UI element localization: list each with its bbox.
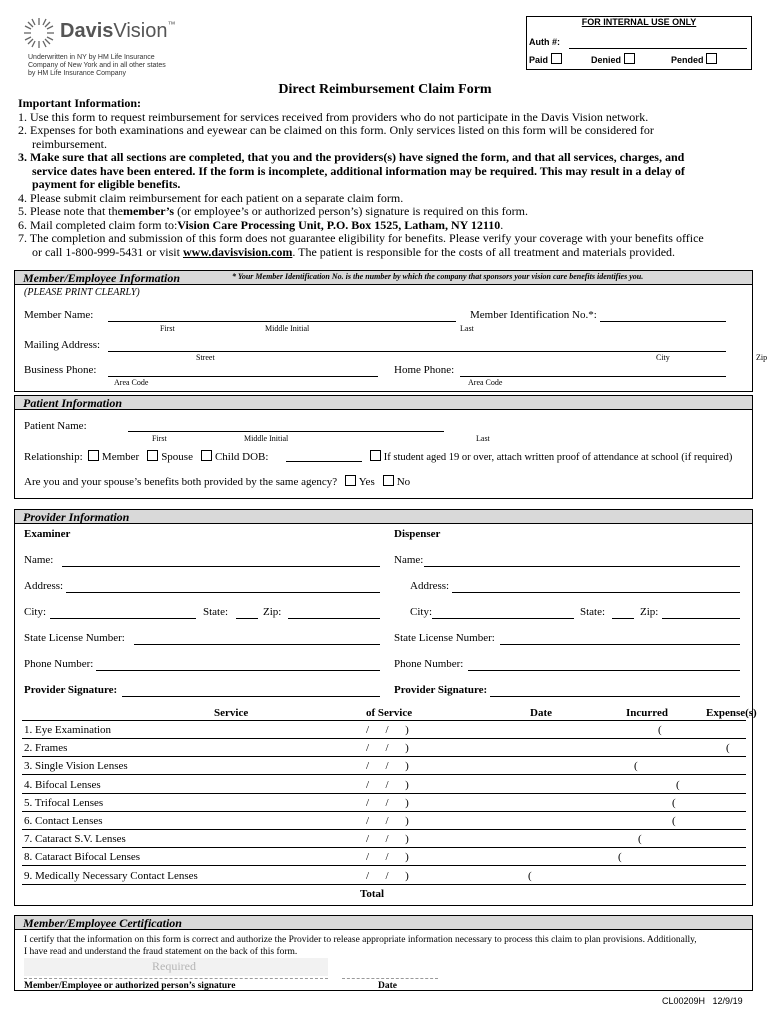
- service-row-rule: [22, 865, 746, 866]
- certification-section-title: Member/Employee Certification: [23, 916, 182, 930]
- patient-name-label: Patient Name:: [24, 420, 87, 432]
- member-first-label: First: [160, 324, 175, 333]
- dispenser-address-field[interactable]: [452, 592, 740, 593]
- col-service: Service: [214, 707, 249, 719]
- no-label: No: [396, 476, 411, 488]
- spouse-option-label: Spouse: [161, 451, 193, 463]
- zip-label: Zip: [756, 353, 768, 362]
- important-item-2-cont: reimbursement.: [32, 136, 107, 151]
- same-agency-row: [24, 475, 410, 488]
- member-middle-label: Middle Initial: [265, 324, 310, 333]
- relationship-label: Relationship:: [24, 451, 83, 463]
- examiner-state-label: State:: [203, 606, 229, 618]
- important-item-7-cont: or call 1-800-999-5431 or visit www.davisvision.com. The patient is responsible for the costs of all treatment and materials provided.: [32, 244, 676, 259]
- dispenser-city-field[interactable]: [432, 618, 574, 619]
- examiner-state-field[interactable]: [236, 618, 258, 619]
- service-row-label: 2. Frames: [24, 742, 68, 754]
- form-code-id: CL00209H: [662, 996, 706, 1006]
- dispenser-license-field[interactable]: [500, 644, 740, 645]
- dispenser-name-field[interactable]: [424, 566, 740, 567]
- student-row: [370, 450, 732, 463]
- important-item-3: 3. Make sure that all sections are completed, that you and the providers(s) have signed the form, and that all services, charges, and: [18, 150, 685, 164]
- dispenser-zip-field[interactable]: [662, 618, 740, 619]
- dispenser-zip-label: Zip:: [640, 606, 659, 618]
- service-expense-field[interactable]: (: [528, 870, 532, 882]
- logo: [22, 14, 192, 54]
- underwriter-line-3: by HM Life Insurance Company: [28, 70, 127, 77]
- service-expense-field[interactable]: (: [672, 797, 676, 809]
- certification-text-2: I have read and understand the fraud statement on the back of this form.: [24, 947, 298, 957]
- home-phone-label: Home Phone:: [394, 364, 455, 376]
- dispenser-city-label: City:: [410, 606, 433, 618]
- relationship-row: [24, 450, 268, 463]
- underwriter-note: [28, 54, 166, 78]
- service-expense-field[interactable]: (: [618, 851, 622, 863]
- member-id-field[interactable]: [600, 321, 726, 322]
- provider-section-title: Provider Information: [23, 510, 130, 524]
- service-expense-field[interactable]: (: [658, 724, 662, 736]
- logo-tm: ™: [167, 20, 176, 29]
- service-expense-field[interactable]: (: [676, 779, 680, 791]
- service-date-field[interactable]: / / ): [366, 797, 409, 809]
- service-date-field[interactable]: / / ): [366, 779, 409, 791]
- home-phone-field[interactable]: [460, 376, 726, 377]
- important-item-1: 1. Use this form to request reimbursement for services received from providers who do not participate in the Davis Vision network.: [18, 109, 649, 124]
- col-of-service: of Service: [366, 707, 413, 719]
- examiner-zip-label: Zip:: [263, 606, 282, 618]
- business-phone-field[interactable]: [108, 376, 378, 377]
- same-agency-question: Are you and your spouse’s benefits both provided by the same agency?: [24, 476, 338, 488]
- service-date-field[interactable]: / / ): [366, 870, 409, 882]
- examiner-phone-field[interactable]: [96, 670, 380, 671]
- service-row-label: 9. Medically Necessary Contact Lenses: [24, 870, 198, 882]
- form-code: [662, 996, 743, 1006]
- required-placeholder: Required: [152, 959, 196, 973]
- signature-required-field[interactable]: [24, 958, 328, 976]
- underwriter-line-1: Underwritten in NY by HM Life Insurance: [28, 54, 155, 61]
- member-last-label: Last: [460, 324, 474, 333]
- child-checkbox[interactable]: [201, 450, 212, 461]
- important-item-6: 6. Mail completed claim form to:Vision Care Processing Unit, P.O. Box 1525, Latham, NY 12110.: [18, 217, 504, 232]
- important-item-7: 7. The completion and submission of this form does not guarantee eligibility for benefits. Please verify your coverage with your benefits office: [18, 231, 704, 245]
- dispenser-name-label: Name:: [394, 554, 424, 566]
- total-label: Total: [360, 888, 385, 900]
- service-expense-field[interactable]: (: [638, 833, 642, 845]
- dispenser-license-label: State License Number:: [394, 632, 495, 644]
- auth-field[interactable]: [569, 48, 747, 49]
- certification-section-header: [14, 915, 753, 930]
- examiner-name-field[interactable]: [62, 566, 380, 567]
- dispenser-heading: Dispenser: [394, 528, 441, 540]
- logo-vision: Vision: [113, 20, 168, 42]
- date-line[interactable]: [342, 978, 438, 979]
- certification-text: [24, 934, 750, 958]
- examiner-heading: Examiner: [24, 528, 71, 540]
- logo-davis: Davis: [60, 20, 114, 42]
- service-row-rule: [22, 847, 746, 848]
- col-date: Date: [530, 707, 552, 719]
- dispenser-phone-label: Phone Number:: [394, 658, 464, 670]
- yes-label: Yes: [358, 476, 375, 488]
- examiner-phone-label: Phone Number:: [24, 658, 94, 670]
- no-checkbox[interactable]: [383, 475, 394, 486]
- service-row-label: 4. Bifocal Lenses: [24, 779, 101, 791]
- important-item-4: 4. Please submit claim reimbursement for each patient on a separate claim form.: [18, 190, 404, 205]
- important-info: [18, 97, 758, 259]
- dispenser-phone-field[interactable]: [468, 670, 740, 671]
- denied-label: Denied: [591, 55, 622, 65]
- service-row-label: 5. Trifocal Lenses: [24, 797, 104, 809]
- patient-middle-label: Middle Initial: [244, 434, 289, 443]
- davis-vision-sunburst-icon: [22, 16, 56, 50]
- examiner-address-field[interactable]: [66, 592, 380, 593]
- member-id-note: * Your Member Identification No. is the number by which the company that sponsors your vision care benefits identifies you.: [232, 272, 644, 281]
- service-expense-field[interactable]: (: [634, 760, 638, 772]
- examiner-zip-field[interactable]: [288, 618, 380, 619]
- examiner-city-label: City:: [24, 606, 47, 618]
- mailing-address-label: Mailing Address:: [24, 339, 101, 351]
- dispenser-address-label: Address:: [410, 580, 450, 592]
- service-date-field[interactable]: / / ): [366, 851, 409, 863]
- service-row-label: 8. Cataract Bifocal Lenses: [24, 851, 141, 863]
- col-incurred: Incurred: [626, 707, 668, 719]
- home-area-code-label: Area Code: [468, 378, 503, 387]
- service-row-label: 7. Cataract S.V. Lenses: [24, 833, 126, 845]
- service-date-field[interactable]: / / ): [366, 760, 409, 772]
- member-section-title: Member/Employee Information: [23, 271, 180, 285]
- spouse-checkbox[interactable]: [147, 450, 158, 461]
- patient-name-field[interactable]: [128, 431, 444, 432]
- service-row-rule: [22, 884, 746, 885]
- service-date-field[interactable]: / / ): [366, 815, 409, 827]
- col-expenses: Expense(s): [706, 707, 757, 719]
- underwriter-line-2: Company of New York and in all other states: [28, 62, 166, 69]
- examiner-license-field[interactable]: [134, 644, 380, 645]
- patient-section-title: Patient Information: [23, 396, 123, 410]
- print-clearly: (PLEASE PRINT CLEARLY): [24, 287, 140, 298]
- patient-section-header: [14, 395, 753, 410]
- member-name-field[interactable]: [108, 321, 456, 322]
- signature-label: Member/Employee or authorized person’s signature: [24, 981, 236, 991]
- mailing-address-field[interactable]: [108, 351, 726, 352]
- member-checkbox[interactable]: [88, 450, 99, 461]
- service-row-rule: [22, 793, 746, 794]
- street-label: Street: [196, 353, 215, 362]
- service-expense-field[interactable]: (: [726, 742, 730, 754]
- dispenser-signature-label: Provider Signature:: [394, 684, 488, 696]
- service-row-label: 1. Eye Examination: [24, 724, 112, 736]
- yes-checkbox[interactable]: [345, 475, 356, 486]
- examiner-signature-field[interactable]: [122, 696, 380, 697]
- form-code-date: 12/9/19: [712, 996, 743, 1006]
- denied-checkbox[interactable]: [624, 53, 635, 64]
- service-date-field[interactable]: / / ): [366, 833, 409, 845]
- service-row-label: 6. Contact Lenses: [24, 815, 103, 827]
- service-row-rule: [22, 811, 746, 812]
- member-option-label: Member: [101, 451, 140, 463]
- service-row-label: 3. Single Vision Lenses: [24, 760, 128, 772]
- examiner-city-field[interactable]: [50, 618, 196, 619]
- student-checkbox[interactable]: [370, 450, 381, 461]
- internal-use-title: FOR INTERNAL USE ONLY: [581, 17, 697, 27]
- signature-line: [24, 978, 328, 979]
- service-date-field[interactable]: / / ): [366, 742, 409, 754]
- date-label: Date: [378, 981, 397, 991]
- important-heading: Important Information:: [18, 96, 141, 110]
- service-row-rule: [22, 774, 746, 775]
- child-dob-field[interactable]: [286, 461, 362, 462]
- paid-checkbox[interactable]: [551, 53, 562, 64]
- auth-label: Auth #:: [529, 37, 560, 47]
- examiner-license-label: State License Number:: [24, 632, 125, 644]
- patient-first-label: First: [152, 434, 167, 443]
- important-item-5: 5. Please note that themember’s (or employee’s or authorized person’s) signature is required on this form.: [18, 204, 528, 218]
- pended-label: Pended: [671, 55, 704, 65]
- dispenser-state-field[interactable]: [612, 618, 634, 619]
- examiner-name-label: Name:: [24, 554, 54, 566]
- member-id-label: Member Identification No.*:: [470, 309, 597, 321]
- business-area-code-label: Area Code: [114, 378, 149, 387]
- service-header-rule: [22, 720, 746, 721]
- pended-checkbox[interactable]: [706, 53, 717, 64]
- service-row-rule: [22, 738, 746, 739]
- important-item-2: 2. Expenses for both examinations and eyewear can be claimed on this form. Only services listed on this form will be considered for: [18, 123, 654, 137]
- service-row-rule: [22, 829, 746, 830]
- city-label: City: [656, 353, 670, 362]
- form-title: Direct Reimbursement Claim Form: [278, 82, 492, 97]
- internal-use-box: [526, 16, 752, 70]
- service-expense-field[interactable]: (: [672, 815, 676, 827]
- website-link[interactable]: www.davisvision.com: [182, 244, 293, 259]
- examiner-signature-label: Provider Signature:: [24, 684, 118, 696]
- provider-section-header: [14, 509, 753, 524]
- dispenser-state-label: State:: [580, 606, 606, 618]
- examiner-address-label: Address:: [24, 580, 64, 592]
- student-note: If student aged 19 or over, attach written proof of attendance at school (if required): [383, 452, 733, 463]
- patient-last-label: Last: [476, 434, 490, 443]
- important-item-3-cont2: payment for eligible benefits.: [32, 177, 181, 191]
- business-phone-label: Business Phone:: [24, 364, 97, 376]
- service-date-field[interactable]: / / ): [366, 724, 409, 736]
- child-option-label: Child DOB:: [214, 451, 269, 463]
- member-name-label: Member Name:: [24, 309, 94, 321]
- service-row-rule: [22, 756, 746, 757]
- paid-label: Paid: [529, 55, 549, 65]
- certification-text-1: I certify that the information on this form is correct and authorize the Provider to release appropriate information necessary to process this claim to plan provisions. Additionally,: [24, 935, 697, 945]
- important-item-3-cont: service dates have been entered. If the form is incomplete, additional information may be required. This may result in a delay of: [32, 163, 685, 178]
- dispenser-signature-field[interactable]: [490, 696, 740, 697]
